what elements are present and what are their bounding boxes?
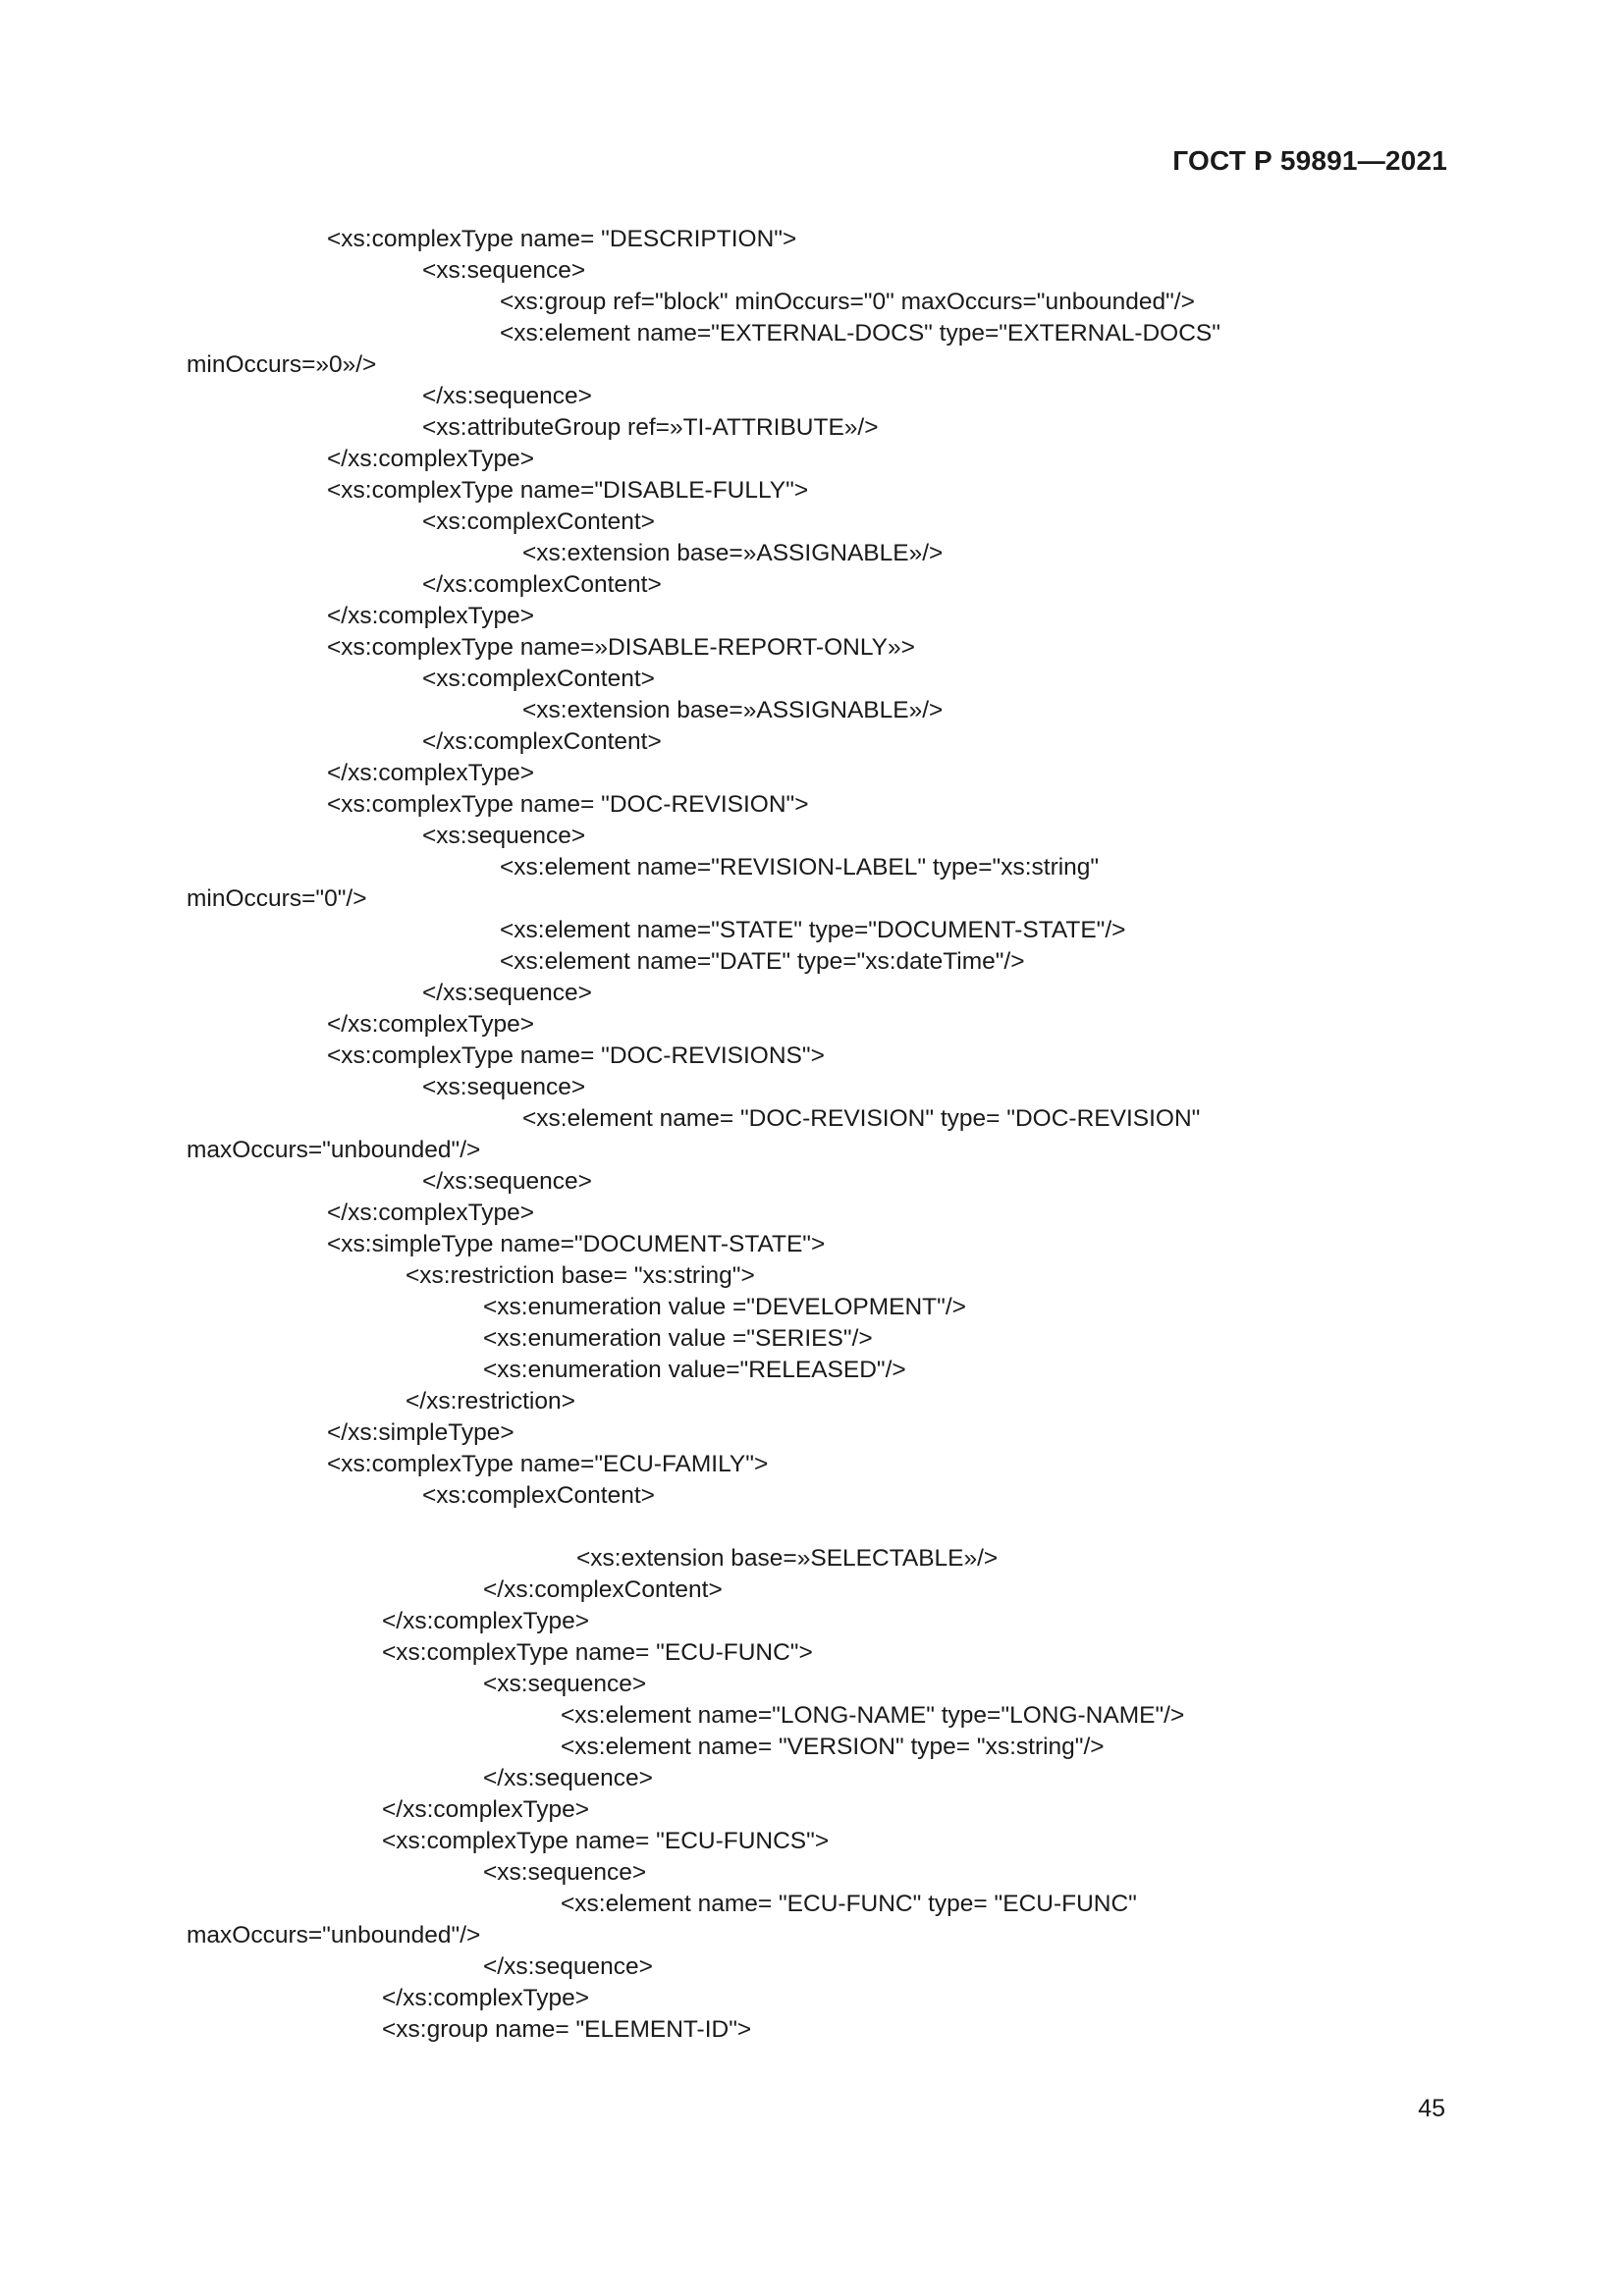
code-line: </xs:complexType> <box>327 1200 535 1226</box>
code-line: <xs:extension base=»SELECTABLE»/> <box>576 1545 999 1572</box>
code-line: <xs:attributeGroup ref=»TI-ATTRIBUTE»/> <box>422 414 879 441</box>
code-line: <xs:element name= "ECU-FUNC" type= "ECU-FUNC" <box>561 1891 1137 1917</box>
code-line: maxOccurs="unbounded"/> <box>187 1922 481 1949</box>
code-line: <xs:complexContent> <box>422 666 655 692</box>
code-line: <xs:complexType name= "DOC-REVISIONS"> <box>327 1042 825 1069</box>
code-line: </xs:sequence> <box>483 1765 653 1791</box>
code-line: <xs:element name="STATE" type="DOCUMENT-STATE"/> <box>500 917 1126 943</box>
code-line: </xs:complexContent> <box>483 1576 723 1603</box>
code-line: <xs:complexContent> <box>422 508 655 535</box>
code-line: <xs:element name= "VERSION" type= "xs:string"/> <box>561 1734 1105 1760</box>
code-line: <xs:complexType name=»DISABLE-REPORT-ONLY»> <box>327 634 915 661</box>
code-line: </xs:sequence> <box>422 1168 592 1195</box>
code-line: </xs:complexType> <box>327 446 535 472</box>
code-line: </xs:sequence> <box>483 1953 653 1980</box>
code-line: <xs:sequence> <box>483 1859 647 1886</box>
code-line: <xs:complexContent> <box>422 1482 655 1509</box>
code-line: </xs:complexType> <box>382 1608 590 1634</box>
code-line: <xs:complexType name= "DOC-REVISION"> <box>327 791 809 818</box>
page-header: ГОСТ Р 59891—2021 <box>1172 145 1447 176</box>
code-line: <xs:element name="LONG-NAME" type="LONG-NAME"/> <box>561 1702 1185 1729</box>
code-line: </xs:complexType> <box>327 760 535 786</box>
code-line: <xs:group ref="block" minOccurs="0" maxOccurs="unbounded"/> <box>500 289 1195 315</box>
code-line: </xs:complexType> <box>382 1985 590 2011</box>
code-line: <xs:sequence> <box>422 1074 586 1100</box>
code-line: <xs:complexType name= "DESCRIPTION"> <box>327 226 797 252</box>
code-line: <xs:element name="REVISION-LABEL" type="xs:string" <box>500 854 1100 881</box>
code-line: <xs:enumeration value ="DEVELOPMENT"/> <box>483 1294 966 1320</box>
code-line: </xs:simpleType> <box>327 1419 514 1446</box>
code-line: minOccurs="0"/> <box>187 885 367 912</box>
code-line: <xs:extension base=»ASSIGNABLE»/> <box>522 697 944 723</box>
code-line: </xs:complexType> <box>327 1011 535 1038</box>
code-line: <xs:sequence> <box>483 1671 647 1697</box>
code-line: <xs:complexType name= "ECU-FUNC"> <box>382 1639 813 1666</box>
code-line: <xs:simpleType name="DOCUMENT-STATE"> <box>327 1231 826 1257</box>
code-line: </xs:sequence> <box>422 383 592 409</box>
code-line: <xs:enumeration value ="SERIES"/> <box>483 1325 873 1352</box>
code-line: </xs:restriction> <box>406 1388 575 1415</box>
code-line: <xs:complexType name="ECU-FAMILY"> <box>327 1451 769 1477</box>
code-line: </xs:complexType> <box>382 1796 590 1823</box>
code-line: maxOccurs="unbounded"/> <box>187 1137 481 1163</box>
code-line: minOccurs=»0»/> <box>187 351 377 378</box>
code-line: <xs:element name="DATE" type="xs:dateTime"/> <box>500 948 1025 975</box>
code-line: <xs:complexType name="DISABLE-FULLY"> <box>327 477 809 504</box>
code-line: <xs:sequence> <box>422 257 586 284</box>
code-line: <xs:enumeration value="RELEASED"/> <box>483 1357 906 1383</box>
code-line: </xs:complexContent> <box>422 728 662 755</box>
code-line: <xs:group name= "ELEMENT-ID"> <box>382 2016 752 2043</box>
page-number: 45 <box>1418 2095 1445 2122</box>
code-line: <xs:complexType name= "ECU-FUNCS"> <box>382 1828 830 1854</box>
code-line: </xs:complexType> <box>327 603 535 629</box>
code-line: <xs:extension base=»ASSIGNABLE»/> <box>522 540 944 566</box>
code-line: <xs:restriction base= "xs:string"> <box>406 1262 755 1289</box>
code-line: </xs:complexContent> <box>422 571 662 598</box>
code-line: <xs:element name="EXTERNAL-DOCS" type="EXTERNAL-DOCS" <box>500 320 1220 347</box>
code-line: <xs:element name= "DOC-REVISION" type= "DOC-REVISION" <box>522 1105 1201 1132</box>
code-line: <xs:sequence> <box>422 823 586 849</box>
code-line: </xs:sequence> <box>422 980 592 1006</box>
